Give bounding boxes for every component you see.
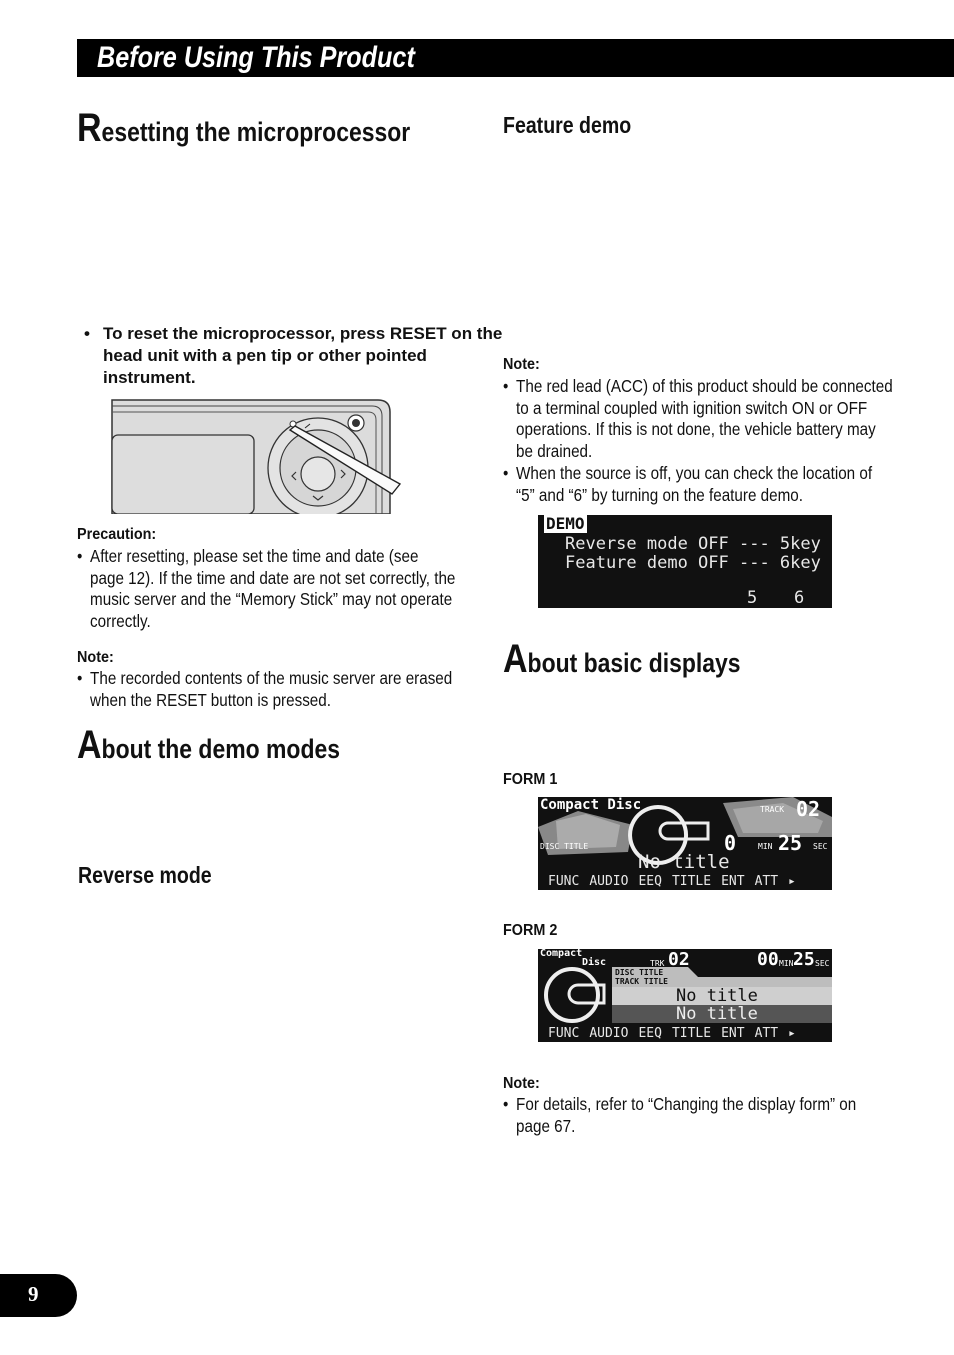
menu-func: FUNC [548, 1026, 580, 1041]
form2-sec-label: SEC [815, 959, 830, 968]
menu-func: FUNC [548, 874, 580, 889]
form1-function-menu [548, 874, 796, 889]
drop-cap: A [77, 723, 102, 767]
heading-feature-demo: Feature demo [503, 112, 632, 138]
demo-lcd-key5: 5 [747, 588, 758, 608]
form1-label: FORM 1 [503, 771, 558, 788]
section-title: Before Using This Product [97, 41, 415, 74]
menu-ent: ENT [721, 874, 745, 889]
form2-min-label: MIN [779, 959, 794, 968]
note-item-reset [77, 668, 455, 711]
form1-source: Compact Disc [540, 797, 642, 813]
form2-seconds: 25 [793, 949, 815, 970]
heading-text: esetting the microprocessor [101, 117, 411, 147]
demo-lcd-line1: Reverse mode OFF --- 5key [565, 534, 821, 554]
heading-reverse-mode: Reverse mode [78, 862, 212, 888]
form2-lcd-screen [538, 949, 832, 1042]
heading-text: bout the demo modes [101, 734, 340, 764]
note-item-displays [503, 1094, 886, 1137]
note-label-reset: Note: [77, 649, 114, 666]
demo-lcd-title: DEMO [546, 515, 585, 533]
page-number: 9 [28, 1282, 39, 1306]
form1-seconds: 25 [778, 831, 803, 855]
form2-source-line1: Compact [540, 949, 583, 959]
menu-audio: AUDIO [589, 1026, 629, 1041]
menu-eeq: EEQ [638, 874, 662, 889]
menu-title: TITLE [671, 874, 712, 889]
note-item: • The red lead (ACC) of this product should be connected to a terminal coupled with ignition switch ON or OFF operations. If this is not done, the vehicle battery may be drained. [503, 376, 895, 463]
form2-track-title-text: No title [676, 1004, 758, 1024]
form1-track-label: TRACK [760, 805, 785, 814]
demo-lcd-key6: 6 [794, 588, 805, 608]
menu-att: ATT [754, 1026, 779, 1041]
form2-label: FORM 2 [503, 922, 558, 939]
demo-lcd-screen [538, 515, 832, 608]
menu-arrow-icon: ▸ [788, 1026, 796, 1041]
form2-track-number: 02 [668, 949, 690, 970]
precaution-item [77, 546, 455, 633]
form2-minutes: 00 [757, 949, 779, 970]
page-number-tab [0, 1274, 77, 1317]
form1-disc-title-label: DISC TITLE [540, 842, 589, 851]
form1-lcd-screen [538, 797, 832, 890]
precaution-label: Precaution: [77, 526, 157, 543]
note-text-reset: The recorded contents of the music server are erased when the RESET button is pressed. [90, 668, 453, 710]
form1-title-text: No title [638, 851, 730, 873]
note-list-feature [503, 376, 895, 506]
form2-function-menu [548, 1026, 796, 1041]
note-label-displays: Note: [503, 1075, 540, 1092]
note-label-feature: Note: [503, 356, 540, 373]
menu-arrow-icon: ▸ [788, 874, 796, 889]
form1-sec-label: SEC [813, 842, 828, 851]
head-unit-illustration [110, 398, 410, 514]
form2-disc-title-label: DISC TITLE [615, 968, 664, 977]
drop-cap: R [77, 106, 102, 150]
form1-track-number: 02 [796, 797, 821, 821]
note-text-displays: For details, refer to “Changing the display form” on page 67. [516, 1094, 857, 1136]
heading-resetting [77, 106, 411, 150]
menu-audio: AUDIO [589, 874, 629, 889]
form1-minutes: 0 [724, 831, 737, 855]
reset-instruction-text: To reset the microprocessor, press RESET on the head unit with a pen tip or other pointed instrument. [103, 324, 503, 387]
menu-ent: ENT [721, 1026, 745, 1041]
demo-lcd-line2: Feature demo OFF --- 6key [565, 553, 821, 573]
form2-source-line2: Disc [582, 957, 607, 968]
form2-disc-title-text: No title [676, 986, 758, 1006]
form1-min-label: MIN [758, 842, 773, 851]
form2-trk-label: TRK [650, 959, 665, 968]
section-banner [77, 39, 954, 77]
heading-demo-modes [77, 723, 340, 767]
heading-text: bout basic displays [527, 648, 741, 678]
menu-eeq: EEQ [638, 1026, 662, 1041]
reset-instruction [84, 323, 514, 389]
heading-basic-displays [503, 637, 741, 681]
form2-track-title-label: TRACK TITLE [615, 977, 668, 986]
note-item: • When the source is off, you can check the location of “5” and “6” by turning on the feature demo. [503, 463, 895, 506]
drop-cap: A [503, 637, 528, 681]
precaution-text: After resetting, please set the time and date (see page 12). If the time and date are not set correctly, the music server and the “Memory Stick” may not operate correctly. [90, 546, 456, 632]
menu-title: TITLE [671, 1026, 712, 1041]
menu-att: ATT [754, 874, 779, 889]
